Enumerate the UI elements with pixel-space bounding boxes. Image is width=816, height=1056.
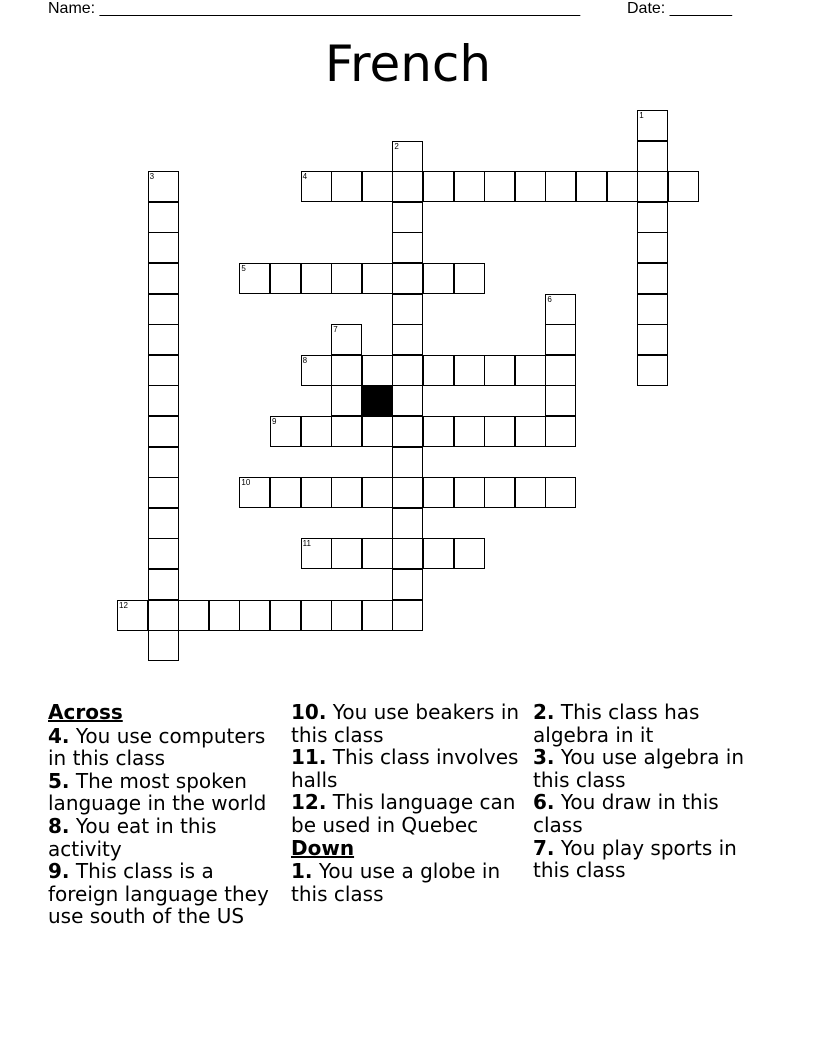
cell-number: 6 xyxy=(547,294,552,304)
clue-number: 4. xyxy=(48,723,70,748)
clue-down-7 xyxy=(533,837,758,882)
clue-text: This class is a foreign language they use south of the US xyxy=(48,859,269,929)
crossword-cell[interactable] xyxy=(484,171,515,202)
clue-across-5 xyxy=(48,770,288,815)
crossword-cell[interactable] xyxy=(637,355,668,386)
crossword-cell[interactable] xyxy=(515,171,546,202)
crossword-cell[interactable] xyxy=(454,355,485,386)
crossword-cell[interactable] xyxy=(239,263,270,294)
crossword-cell[interactable] xyxy=(148,355,179,386)
crossword-cell[interactable] xyxy=(148,294,179,325)
clue-number: 9. xyxy=(48,859,70,884)
clue-number: 12. xyxy=(291,790,327,815)
crossword-cell[interactable] xyxy=(148,477,179,508)
crossword-cell[interactable] xyxy=(148,385,179,416)
crossword-cell[interactable] xyxy=(392,447,423,478)
blocked-cell xyxy=(362,385,393,416)
crossword-cell[interactable] xyxy=(637,294,668,325)
clue-column-2 xyxy=(291,701,523,905)
crossword-cell[interactable] xyxy=(301,416,332,447)
crossword-cell[interactable] xyxy=(423,477,454,508)
clue-text: This language can be used in Quebec xyxy=(291,790,516,837)
cell-number: 5 xyxy=(241,264,246,273)
crossword-cell[interactable] xyxy=(148,171,179,202)
page-title: French xyxy=(324,35,492,93)
crossword-cell[interactable] xyxy=(362,477,393,508)
crossword-cell[interactable] xyxy=(545,385,576,416)
clue-across-9 xyxy=(48,860,288,928)
clue-number: 6. xyxy=(533,790,555,815)
crossword-cell[interactable] xyxy=(637,263,668,294)
crossword-cell[interactable] xyxy=(576,171,607,202)
clue-text: You draw in this class xyxy=(533,790,719,837)
crossword-cell[interactable] xyxy=(362,171,393,202)
clue-text: You use beakers in this class xyxy=(291,700,520,747)
crossword-cell[interactable] xyxy=(239,600,270,631)
crossword-cell[interactable] xyxy=(148,600,179,631)
crossword-cell[interactable] xyxy=(423,263,454,294)
crossword-cell[interactable] xyxy=(117,600,148,631)
crossword-cell[interactable] xyxy=(392,171,423,202)
crossword-cell[interactable] xyxy=(239,477,270,508)
crossword-cell[interactable] xyxy=(301,600,332,631)
clue-across-8 xyxy=(48,815,288,860)
clue-across-12 xyxy=(291,791,523,836)
clue-number: 1. xyxy=(291,859,313,884)
crossword-cell[interactable] xyxy=(392,385,423,416)
clue-column-1 xyxy=(48,701,288,928)
clue-text: This class has algebra in it xyxy=(533,700,700,747)
crossword-cell[interactable] xyxy=(637,202,668,233)
clue-down-1 xyxy=(291,860,523,905)
crossword-cell[interactable] xyxy=(392,232,423,263)
cell-number: 11 xyxy=(302,539,311,549)
crossword-cell[interactable] xyxy=(637,324,668,355)
crossword-cell[interactable] xyxy=(392,538,423,569)
clue-text: You use computers in this class xyxy=(48,723,266,771)
crossword-cell[interactable] xyxy=(454,171,485,202)
across-heading: Across xyxy=(48,700,123,724)
crossword-cell[interactable] xyxy=(454,416,485,447)
crossword-cell[interactable] xyxy=(545,324,576,355)
crossword-cell[interactable] xyxy=(362,355,393,386)
crossword-cell[interactable] xyxy=(148,263,179,294)
crossword-cell[interactable] xyxy=(331,538,362,569)
clue-text: You use algebra in this class xyxy=(533,745,745,792)
crossword-cell[interactable] xyxy=(148,508,179,539)
crossword-cell[interactable] xyxy=(545,477,576,508)
crossword-cell[interactable] xyxy=(148,416,179,447)
crossword-cell[interactable] xyxy=(637,171,668,202)
crossword-cell[interactable] xyxy=(392,508,423,539)
crossword-cell[interactable] xyxy=(423,171,454,202)
cell-number: 8 xyxy=(302,355,308,365)
crossword-cell[interactable] xyxy=(423,416,454,447)
crossword-cell[interactable] xyxy=(331,600,362,631)
cell-number: 12 xyxy=(119,600,128,610)
name-field[interactable]: Name: ______________________________________________________ xyxy=(48,0,581,17)
crossword-cell[interactable] xyxy=(331,263,362,294)
crossword-cell[interactable] xyxy=(637,232,668,263)
crossword-cell[interactable] xyxy=(301,477,332,508)
crossword-cell[interactable] xyxy=(362,263,393,294)
cell-number: 4 xyxy=(302,172,308,182)
date-field[interactable]: Date: _______ xyxy=(627,0,732,17)
crossword-cell[interactable] xyxy=(301,538,332,569)
crossword-cell[interactable] xyxy=(484,477,515,508)
crossword-cell[interactable] xyxy=(515,355,546,386)
clue-number: 5. xyxy=(48,768,70,793)
crossword-cell[interactable] xyxy=(515,416,546,447)
clue-number: 3. xyxy=(533,745,555,770)
crossword-cell[interactable] xyxy=(301,355,332,386)
clue-text: You eat in this activity xyxy=(48,813,217,861)
clue-down-2 xyxy=(533,701,758,746)
clue-number: 7. xyxy=(533,835,555,860)
cell-number: 3 xyxy=(149,172,155,182)
clue-column-3 xyxy=(533,701,758,882)
crossword-cell[interactable] xyxy=(148,324,179,355)
crossword-cell[interactable] xyxy=(607,171,638,202)
crossword-cell[interactable] xyxy=(148,569,179,600)
crossword-cell[interactable] xyxy=(454,477,485,508)
crossword-cell[interactable] xyxy=(484,355,515,386)
crossword-cell[interactable] xyxy=(331,385,362,416)
down-heading: Down xyxy=(291,835,355,860)
crossword-cell[interactable] xyxy=(545,355,576,386)
crossword-cell[interactable] xyxy=(545,171,576,202)
crossword-cell[interactable] xyxy=(392,416,423,447)
crossword-cell[interactable] xyxy=(423,538,454,569)
crossword-cell[interactable] xyxy=(301,171,332,202)
crossword-cell[interactable] xyxy=(668,171,699,202)
crossword-cell[interactable] xyxy=(331,324,362,355)
crossword-cell[interactable] xyxy=(392,202,423,233)
crossword-cell[interactable] xyxy=(454,263,485,294)
crossword-cell[interactable] xyxy=(545,294,576,325)
clue-text: You play sports in this class xyxy=(533,835,737,883)
crossword-cell[interactable] xyxy=(454,538,485,569)
clue-across-11 xyxy=(291,746,523,791)
crossword-cell[interactable] xyxy=(301,263,332,294)
crossword-cell[interactable] xyxy=(178,600,209,631)
cell-number: 9 xyxy=(272,417,277,426)
crossword-cell[interactable] xyxy=(392,355,423,386)
crossword-cell[interactable] xyxy=(331,477,362,508)
crossword-cell[interactable] xyxy=(637,141,668,172)
crossword-cell[interactable] xyxy=(270,416,301,447)
clue-text: You use a globe in this class xyxy=(291,859,501,906)
crossword-cell[interactable] xyxy=(392,324,423,355)
crossword-cell[interactable] xyxy=(148,202,179,233)
clue-number: 10. xyxy=(291,700,327,724)
crossword-cell[interactable] xyxy=(148,232,179,263)
crossword-cell[interactable] xyxy=(270,477,301,508)
crossword-cell[interactable] xyxy=(515,477,546,508)
crossword-cell[interactable] xyxy=(331,416,362,447)
clue-down-3 xyxy=(533,746,758,791)
cell-number: 7 xyxy=(333,325,338,335)
crossword-cell[interactable] xyxy=(148,447,179,478)
crossword-cell[interactable] xyxy=(362,416,393,447)
crossword-cell[interactable] xyxy=(392,600,423,631)
crossword-cell[interactable] xyxy=(484,416,515,447)
clue-down-6 xyxy=(533,791,758,836)
crossword-cell[interactable] xyxy=(392,263,423,294)
clue-text: The most spoken language in the world xyxy=(48,768,267,816)
crossword-cell[interactable] xyxy=(148,538,179,569)
cell-number: 1 xyxy=(639,111,644,120)
crossword-cell[interactable] xyxy=(392,294,423,325)
clue-number: 8. xyxy=(48,813,70,838)
clue-text: This class involves halls xyxy=(291,745,519,792)
crossword-cell[interactable] xyxy=(362,600,393,631)
cell-number: 2 xyxy=(394,141,399,151)
clue-across-4 xyxy=(48,725,288,770)
crossword-cell[interactable] xyxy=(392,569,423,600)
clue-number: 11. xyxy=(291,745,327,770)
crossword-cell[interactable] xyxy=(270,263,301,294)
crossword-cell[interactable] xyxy=(331,355,362,386)
cell-number: 10 xyxy=(241,478,251,488)
crossword-cell[interactable] xyxy=(423,355,454,386)
crossword-cell[interactable] xyxy=(637,110,668,141)
crossword-cell[interactable] xyxy=(148,630,179,661)
crossword-cell[interactable] xyxy=(545,416,576,447)
crossword-cell[interactable] xyxy=(392,477,423,508)
crossword-cell[interactable] xyxy=(331,171,362,202)
crossword-cell[interactable] xyxy=(270,600,301,631)
clue-number: 2. xyxy=(533,700,555,724)
crossword-cell[interactable] xyxy=(209,600,240,631)
crossword-cell[interactable] xyxy=(362,538,393,569)
clue-across-10 xyxy=(291,701,523,746)
crossword-cell[interactable] xyxy=(392,141,423,172)
